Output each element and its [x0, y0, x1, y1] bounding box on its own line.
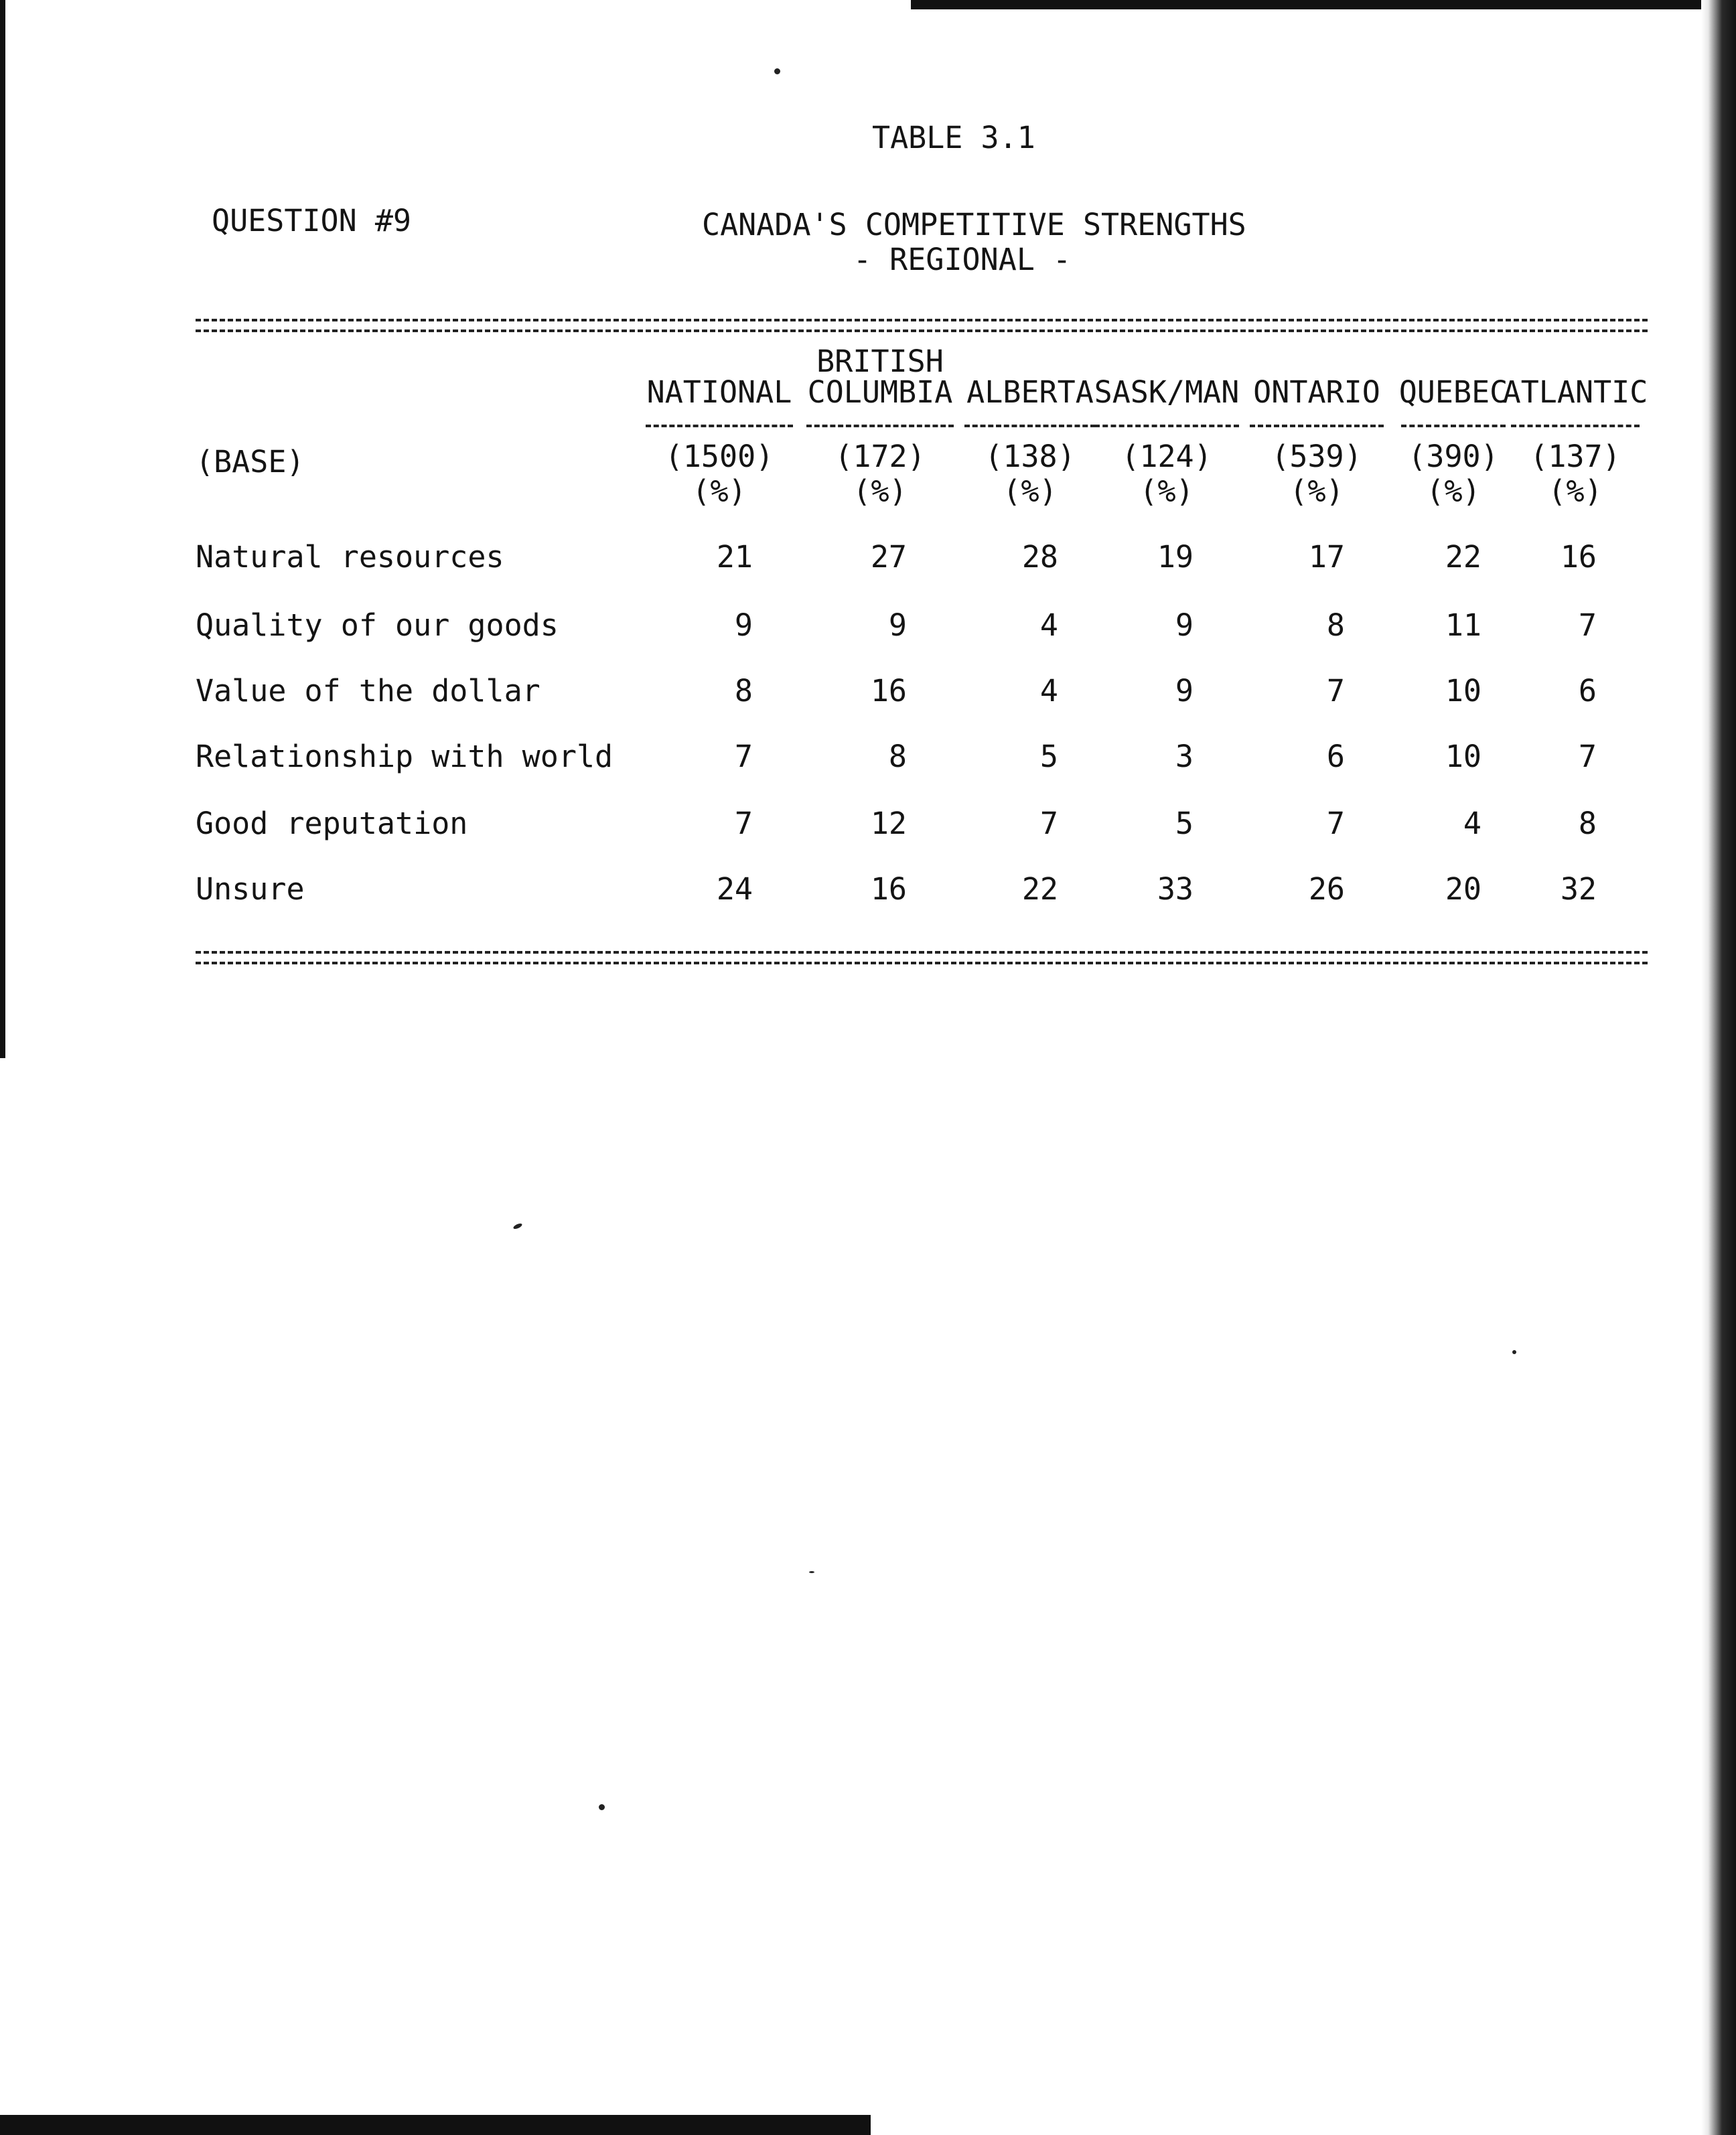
table-cell: 8	[888, 739, 907, 774]
scan-speck	[774, 68, 780, 74]
header-underline	[1094, 425, 1239, 427]
table-cell: 16	[870, 673, 907, 709]
column-percent: (%)	[1139, 473, 1194, 509]
table-cell: 27	[870, 539, 907, 575]
table-cell: 24	[716, 871, 753, 907]
base-label: (BASE)	[196, 444, 305, 480]
table-cell: 4	[1039, 673, 1058, 709]
table-cell: 9	[734, 607, 753, 643]
column-base: (172)	[835, 439, 926, 474]
table-cell: 9	[1175, 673, 1194, 709]
row-label: Value of the dollar	[196, 673, 540, 709]
table-cell: 9	[888, 607, 907, 643]
table-label: TABLE 3.1	[872, 120, 1035, 155]
row-label: Unsure	[196, 871, 305, 907]
table-cell: 8	[734, 673, 753, 709]
header-underline	[1250, 425, 1384, 427]
column-header-line1: BRITISH	[816, 344, 944, 379]
table-cell: 7	[1326, 806, 1345, 841]
column-percent: (%)	[1548, 473, 1603, 509]
table-cell: 7	[1039, 806, 1058, 841]
row-label: Relationship with world	[196, 739, 613, 774]
column-header: NATIONAL	[646, 374, 792, 410]
column-header: ATLANTIC	[1502, 374, 1648, 410]
column-header: QUEBEC	[1398, 374, 1508, 410]
table-cell: 19	[1157, 539, 1194, 575]
header-underline	[1511, 425, 1640, 427]
table-cell: 7	[1326, 673, 1345, 709]
table-cell: 26	[1308, 871, 1345, 907]
table-cell: 33	[1157, 871, 1194, 907]
column-header: COLUMBIA	[807, 374, 953, 410]
table-subtitle: - REGIONAL -	[853, 242, 1072, 277]
scan-speck	[809, 1571, 814, 1573]
bottom-rule	[196, 951, 1648, 964]
column-percent: (%)	[1289, 473, 1344, 509]
table-cell: 4	[1039, 607, 1058, 643]
table-cell: 5	[1039, 739, 1058, 774]
column-base: (138)	[985, 439, 1076, 474]
table-cell: 9	[1175, 607, 1194, 643]
header-underline	[646, 425, 793, 427]
scan-speck	[1512, 1350, 1516, 1354]
table-cell: 5	[1175, 806, 1194, 841]
header-underline	[806, 425, 954, 427]
top-rule	[196, 319, 1648, 332]
table-cell: 12	[870, 806, 907, 841]
column-base: (539)	[1271, 439, 1362, 474]
column-header: ALBERTA	[966, 374, 1094, 410]
column-header: ONTARIO	[1253, 374, 1380, 410]
column-percent: (%)	[692, 473, 747, 509]
row-label: Natural resources	[196, 539, 504, 575]
scan-edge-right	[1701, 0, 1736, 2135]
table-cell: 4	[1463, 806, 1481, 841]
table-cell: 11	[1445, 607, 1481, 643]
column-base: (1500)	[664, 439, 774, 474]
header-underline	[964, 425, 1096, 427]
scan-edge-top	[911, 0, 1701, 9]
question-number: QUESTION #9	[212, 203, 412, 238]
column-percent: (%)	[1426, 473, 1481, 509]
column-percent: (%)	[1003, 473, 1058, 509]
table-cell: 7	[734, 739, 753, 774]
table-cell: 10	[1445, 673, 1481, 709]
header-underline	[1401, 425, 1506, 427]
row-label: Good reputation	[196, 806, 468, 841]
column-base: (124)	[1121, 439, 1212, 474]
table-cell: 16	[870, 871, 907, 907]
table-cell: 8	[1326, 607, 1345, 643]
column-base: (390)	[1408, 439, 1499, 474]
scan-edge-left	[0, 0, 5, 1058]
row-label: Quality of our goods	[196, 607, 559, 643]
table-title: CANADA'S COMPETITIVE STRENGTHS	[702, 207, 1246, 242]
table-cell: 28	[1021, 539, 1058, 575]
table-cell: 22	[1021, 871, 1058, 907]
table-cell: 8	[1578, 806, 1597, 841]
scan-edge-bottom	[0, 2115, 871, 2135]
table-cell: 17	[1308, 539, 1345, 575]
table-cell: 7	[1578, 607, 1597, 643]
table-cell: 3	[1175, 739, 1194, 774]
table-cell: 10	[1445, 739, 1481, 774]
scan-speck	[599, 1804, 605, 1810]
table-cell: 21	[716, 539, 753, 575]
column-header: SASK/MAN	[1094, 374, 1240, 410]
scan-speck	[512, 1222, 522, 1230]
column-base: (137)	[1530, 439, 1621, 474]
table-cell: 20	[1445, 871, 1481, 907]
table-cell: 32	[1560, 871, 1597, 907]
table-cell: 22	[1445, 539, 1481, 575]
table-cell: 16	[1560, 539, 1597, 575]
column-percent: (%)	[853, 473, 908, 509]
table-cell: 6	[1578, 673, 1597, 709]
table-cell: 7	[734, 806, 753, 841]
table-cell: 7	[1578, 739, 1597, 774]
table-cell: 6	[1326, 739, 1345, 774]
